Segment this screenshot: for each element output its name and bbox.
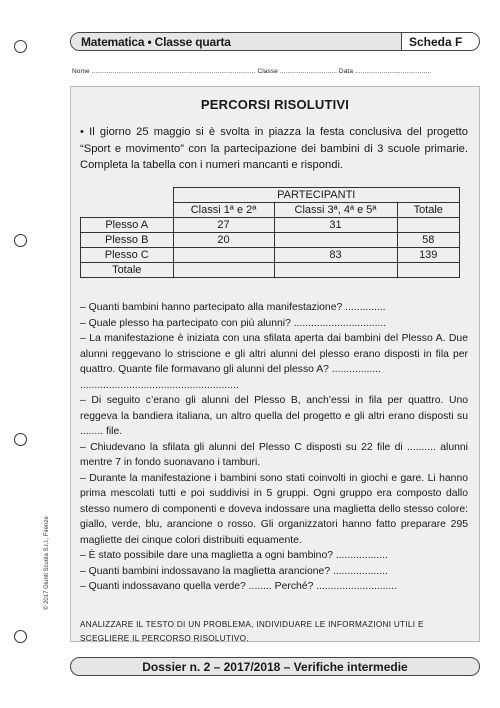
questions-block [80,300,468,595]
table-col-header: Totale [397,203,460,218]
header-sheet-label: Scheda F [409,35,463,49]
table-group-header-row [81,188,460,203]
table-cell [173,263,274,278]
table-cell [397,218,460,233]
table-row-label: Plesso C [81,248,174,263]
binder-hole-top [14,40,27,53]
table-cell: 31 [274,218,397,233]
header-bar [70,32,480,51]
table-cell [274,233,397,248]
table-group-header: PARTECIPANTI [173,188,460,203]
table-row [81,248,460,263]
question-item: – La manifestazione è iniziata con una sfilata aperta dai bambini del Plesso A. Due alunni reggevano lo striscione e gli altri alunni del plesso erano disposti in fila per quattro. Quante file formavano gli alunni del plesso A? ................. [80,333,468,375]
table-col-header: Classi 3ª, 4ª e 5ª [274,203,397,218]
header-subject-box [71,33,402,50]
question-item: – Durante la manifestazione i bambini sono stati coinvolti in giochi e gare. Li hanno prima mescolati tutti e poi suddivisi in 5 gruppi. Ogni gruppo era composto dallo stesso numero di componenti e doveva indossare una maglietta dello stesso colore: giallo, verde, blu, arancione o rosso. Gli organizzatori hanno fatto preparare 295 magliette dei cinque colori distribuiti equamente. [80,472,468,546]
table-row [81,233,460,248]
table-cell: 139 [397,248,460,263]
binder-hole-lower [14,433,27,446]
footer-label: Dossier n. 2 – 2017/2018 – Verifiche intermedie [142,660,408,674]
question-item: ....................................................... [80,379,239,391]
participants-table [80,187,460,278]
question-item: – Quale plesso ha partecipato con più alunni? ................................ [80,317,387,329]
table-corner [81,188,174,203]
table-col-header: Classi 1ª e 2ª [173,203,274,218]
student-fields: Nome ...................................................................................... Classe .............................. Data ........................................ [72,68,432,75]
header-subject: Matematica • Classe quarta [81,35,231,49]
footer-bar [70,657,480,676]
table-row-label: Totale [81,263,174,278]
table-header-row [81,203,460,218]
question-item: – Di seguito c’erano gli alunni del Plesso B, anch’essi in fila per quattro. Uno reggeva la bandiera italiana, un altro quella del progetto e gli altri erano disposti su ........ file. [80,395,468,437]
table-cell [173,248,274,263]
learning-objective: ANALIZZARE IL TESTO DI UN PROBLEMA, INDIVIDUARE LE INFORMAZIONI UTILI E SCEGLIERE IL PERCORSO RISOLUTIVO. [80,620,424,643]
table-corner [81,203,174,218]
table-row [81,218,460,233]
table-cell [274,263,397,278]
table-row-label: Plesso A [81,218,174,233]
table-cell: 27 [173,218,274,233]
question-item: – È stato possibile dare una maglietta a ogni bambino? .................. [80,550,388,561]
copyright-note: © 2017 Giunti Scuola S.r.l., Firenze [44,516,50,610]
table-row-label: Plesso B [81,233,174,248]
binder-hole-bottom [14,630,27,643]
question-item: – Chiudevano la sfilata gli alunni del Plesso C disposti su 22 file di .......... alunni mentre 7 in fondo suonavano i tamburi. [80,441,468,468]
table-row [81,263,460,278]
question-item: – Quanti indossavano quella verde? ........ Perché? ............................ [80,581,398,592]
table-cell: 20 [173,233,274,248]
binder-hole-middle [14,234,27,247]
question-item: – Quanti bambini indossavano la maglietta arancione? ................... [80,565,388,577]
table-cell [397,263,460,278]
table-cell: 58 [397,233,460,248]
exercise-title: PERCORSI RISOLUTIVI [200,97,350,112]
exercise-intro: • Il giorno 25 maggio si è svolta in piazza la festa conclusiva del progetto “Sport e movimento” con la partecipazione dei bambini di 3 scuole primarie. Completa la tabella con i numeri mancanti e rispondi. [80,126,468,171]
table-cell: 83 [274,248,397,263]
question-item: – Quanti bambini hanno partecipato alla manifestazione? .............. [80,302,386,313]
